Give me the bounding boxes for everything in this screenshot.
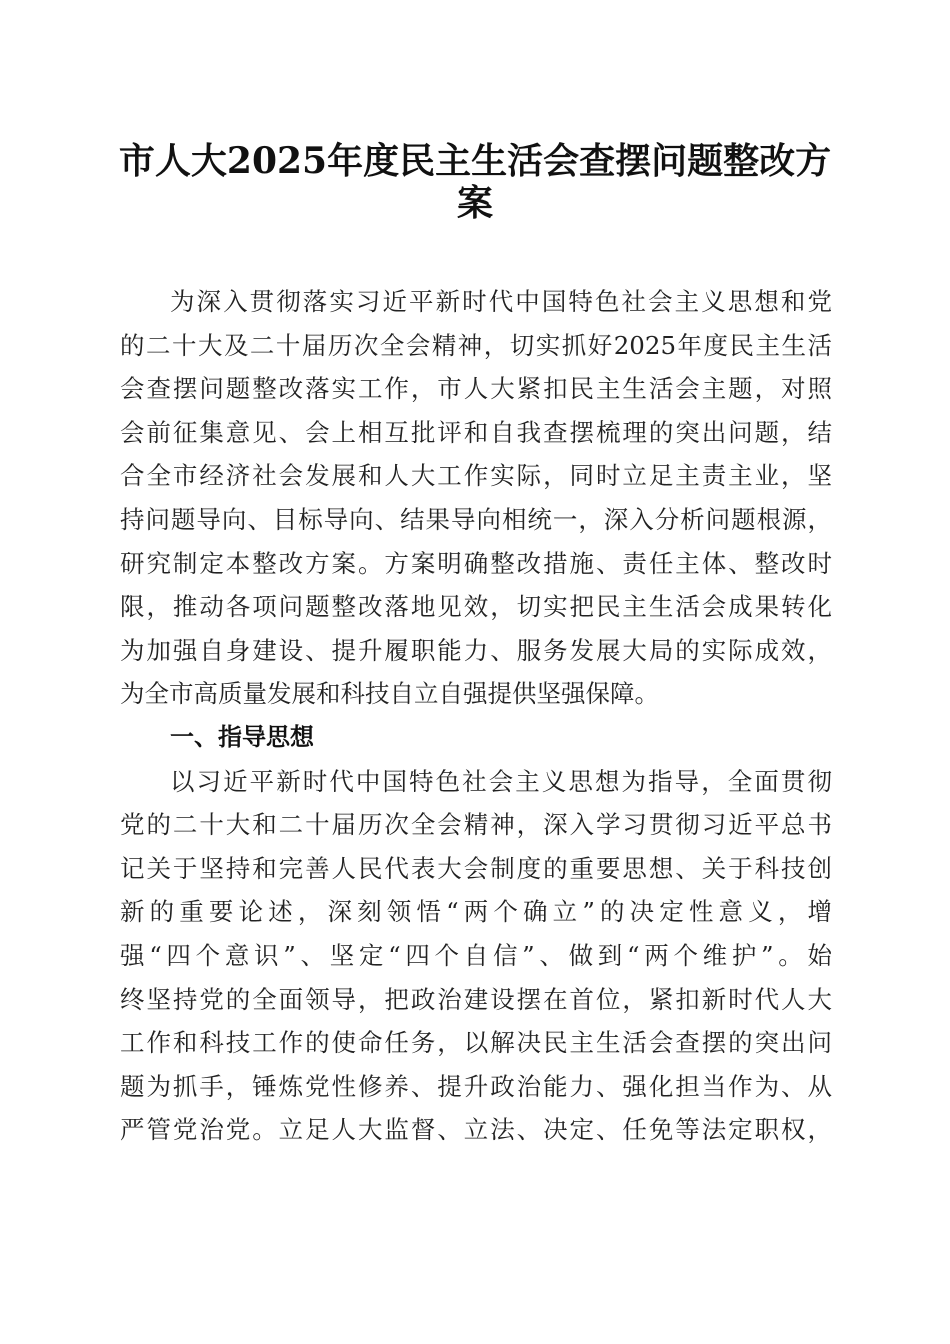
document-body	[120, 280, 832, 1152]
paragraph-line: 为全市高质量发展和科技自立自强提供坚强保障。	[120, 679, 659, 709]
paragraph-line: 为加强自身建设、提升履职能力、服务发展大局的实际成效，	[120, 635, 832, 665]
paragraph-line: 的二十大及二十届历次全会精神，切实抓好2025年度民主生活	[120, 330, 832, 360]
paragraph-line: 研究制定本整改方案。方案明确整改措施、责任主体、整改时	[120, 548, 832, 578]
paragraph-line: 为深入贯彻落实习近平新时代中国特色社会主义思想和党	[170, 287, 832, 316]
paragraph-line: 记关于坚持和完善人民代表大会制度的重要思想、关于科技创	[120, 853, 832, 883]
paragraph-line: 会前征集意见、会上相互批评和自我查摆梳理的突出问题，结	[120, 417, 832, 447]
paragraph-line: 会查摆问题整改落实工作，市人大紧扣民主生活会主题，对照	[120, 374, 832, 404]
paragraph-line: 工作和科技工作的使命任务，以解决民主生活会查摆的突出问	[120, 1028, 832, 1058]
paragraph-line: 强“四个意识”、坚定“四个自信”、做到“两个维护”。始	[120, 940, 832, 970]
paragraph-line: 新的重要论述，深刻领悟“两个确立”的决定性意义，增	[120, 897, 832, 927]
section-paragraph	[120, 760, 832, 1152]
paragraph-line: 合全市经济社会发展和人大工作实际，同时立足主责主业，坚	[120, 461, 832, 491]
paragraph-line: 题为抓手，锤炼党性修养、提升政治能力、强化担当作为、从	[120, 1071, 832, 1101]
title-line: 案	[456, 182, 493, 224]
paragraph-line: 终坚持党的全面领导，把政治建设摆在首位，紧扣新时代人大	[120, 984, 832, 1014]
section-heading: 一、指导思想	[170, 722, 314, 751]
document-title	[110, 140, 840, 224]
paragraph-line: 严管党治党。立足人大监督、立法、决定、任免等法定职权，	[120, 1115, 832, 1145]
paragraph-line: 限，推动各项问题整改落地见效，切实把民主生活会成果转化	[120, 592, 832, 622]
paragraph-line: 以习近平新时代中国特色社会主义思想为指导，全面贯彻	[170, 766, 832, 796]
paragraph-line: 持问题导向、目标导向、结果导向相统一，深入分析问题根源，	[120, 504, 832, 534]
paragraph-line: 党的二十大和二十届历次全会精神，深入学习贯彻习近平总书	[120, 810, 832, 840]
intro-paragraph	[120, 280, 832, 716]
title-line: 市人大2025年度民主生活会查摆问题整改方	[118, 140, 832, 182]
